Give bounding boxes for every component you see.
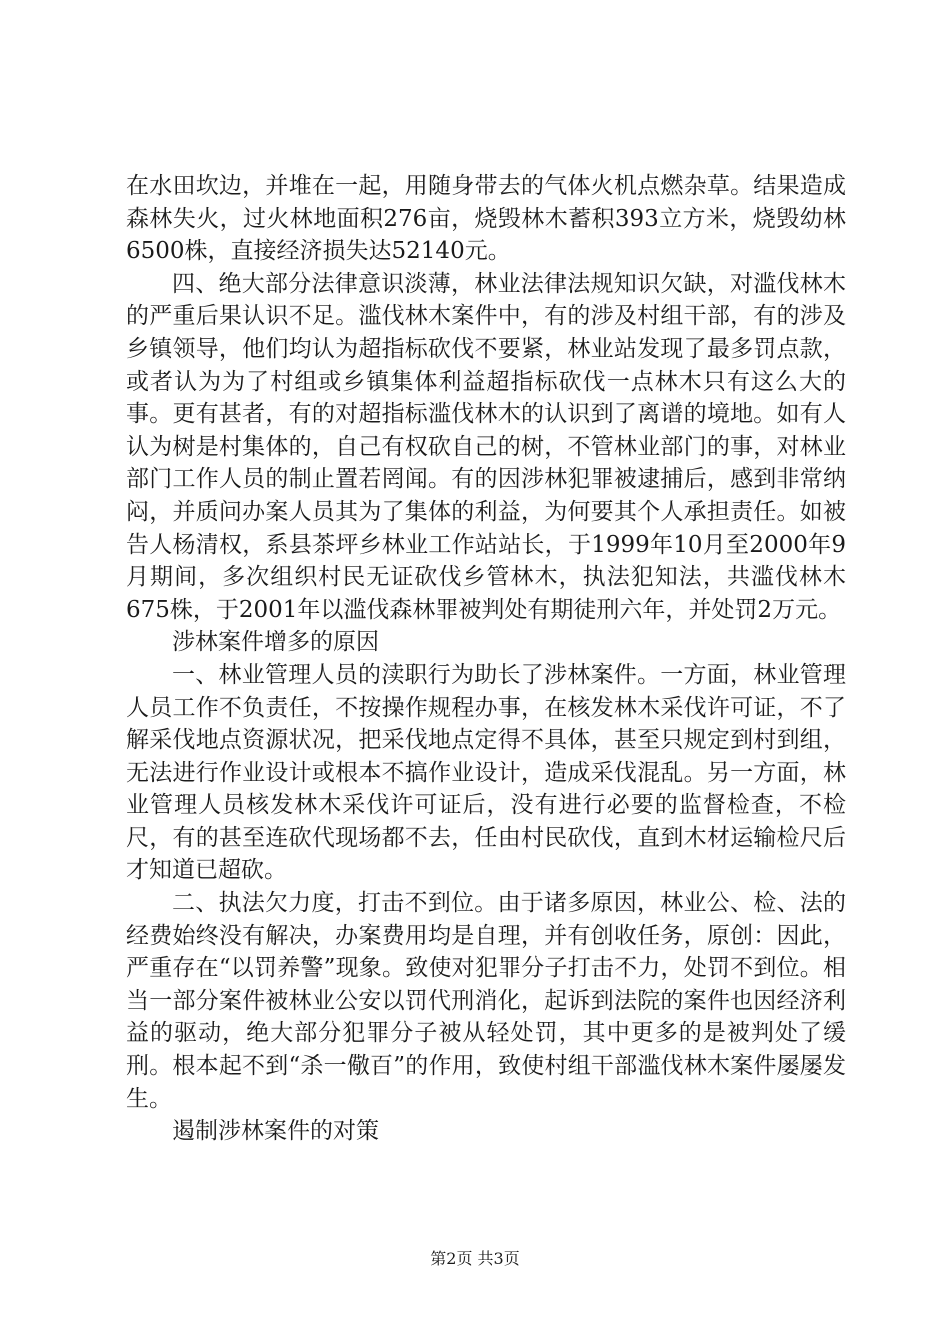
body-paragraph: 二、执法欠力度，打击不到位。由于诸多原因，林业公、检、法的经费始终没有解决，办案费用均是自理，并有创收任务，原创：因此，严重存在“以罚养警”现象。致使对犯罪分子打击不力，处罚不到位。相当一部分案件被林业公安以罚代刑消化，起诉到法院的案件也因经济利益的驱动，绝大部分犯罪分子被从轻处罚，其中更多的是被判处了缓刑。根本起不到“杀一儆百”的作用，致使村组干部滥伐林木案件屡屡发生。 (126, 890, 846, 1112)
page-number-footer: 第2页 共3页 (430, 1249, 520, 1268)
body-paragraph: 一、林业管理人员的渎职行为助长了涉林案件。一方面，林业管理人员工作不负责任，不按操作规程办事，在核发林木采伐许可证，不了解采伐地点资源状况，把采伐地点定得不具体，甚至只规定到村到组，无法进行作业设计或根本不搞作业设计，造成采伐混乱。另一方面，林业管理人员核发林木采伐许可证后，没有进行必要的监督检查，不检尺，有的甚至连砍代现场都不去，任由村民砍伐，直到木材运输检尺后才知道已超砍。 (126, 661, 846, 884)
body-paragraph: 四、绝大部分法律意识淡薄，林业法律法规知识欠缺，对滥伐林木的严重后果认识不足。滥伐林木案件中，有的涉及村组干部，有的涉及乡镇领导，他们均认为超指标砍伐不要紧，林业站发现了最多罚点款，或者认为为了村组或乡镇集体利益超指标砍伐一点林木只有这么大的事。更有甚者，有的对超指标滥伐林木的认识到了离谱的境地。如有人认为树是村集体的，自己有权砍自己的树，不管林业部门的事，对林业部门工作人员的制止置若罔闻。有的因涉林犯罪被逮捕后，感到非常纳闷，并质问办案人员其为了集体的利益，为何要其个人承担责任。如被告人杨清权，系县茶坪乡林业工作站站长，于1999年10月至2000年9月期间，多次组织村民无证砍伐乡管林木，执法犯知法，共滥伐林木675株，于2001年以滥伐森林罪被判处有期徒刑六年，并处罚2万元。 (126, 270, 846, 623)
body-paragraph: 在水田坎边，并堆在一起，用随身带去的气体火机点燃杂草。结果造成森林失火，过火林地面积276亩，烧毁林木蓄积393立方米，烧毁幼林6500株，直接经济损失达52140元。 (126, 173, 846, 265)
section-heading: 遏制涉林案件的对策 (172, 1118, 379, 1145)
section-heading: 涉林案件增多的原因 (172, 629, 379, 656)
document-body (126, 170, 846, 1148)
